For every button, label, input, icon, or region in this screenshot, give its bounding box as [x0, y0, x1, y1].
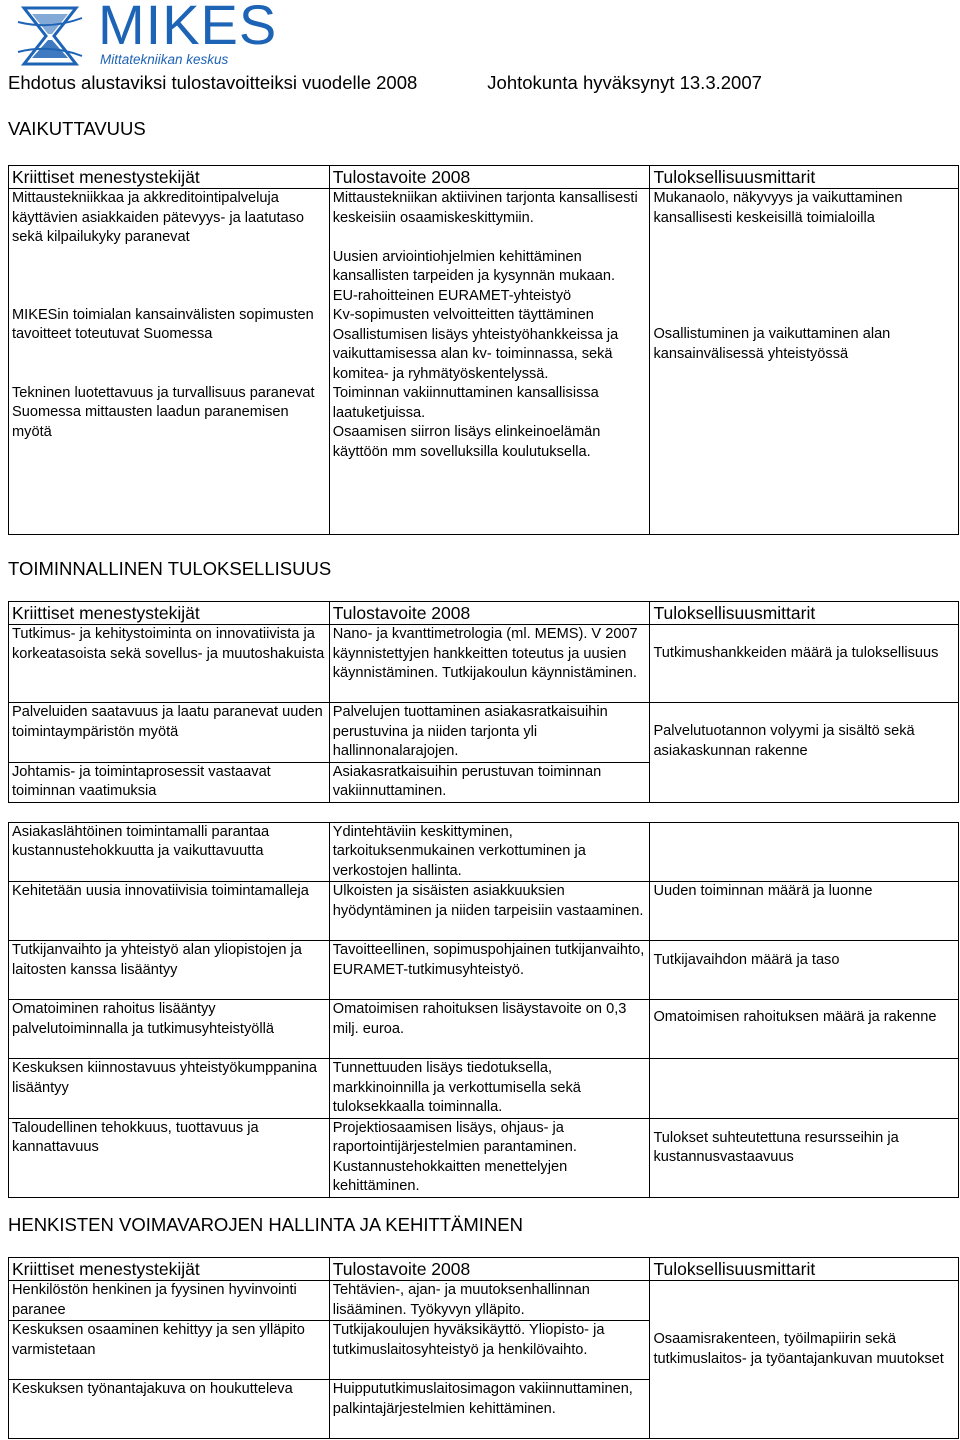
cell-text: Osallistuminen ja vaikuttaminen alan kansainvälisessä yhteistyössä — [653, 326, 891, 362]
table-toiminnallinen — [8, 601, 959, 1198]
table-row — [9, 703, 959, 763]
cell-factors: Taloudellinen tehokkuus, tuottavuus ja kannattavuus — [9, 1118, 330, 1197]
cell-metrics — [650, 1281, 959, 1439]
section-title-vaikuttavuus: VAIKUTTAVUUS — [8, 118, 146, 139]
cell-text: Palvelutuotannon volyymi ja sisältö sekä asiakaskunnan rakenne — [653, 723, 915, 759]
column-header-factors: Kriittiset menestystekijät — [9, 1258, 330, 1281]
table-row — [9, 1118, 959, 1197]
cell-factors: Omatoiminen rahoitus lisääntyy palvelutoiminnalla ja tutkimusyhteistyöllä — [9, 1000, 330, 1059]
cell-targets: Ydintehtäviin keskittyminen, tarkoituksenmukainen verkottuminen ja verkostojen hallinta. — [329, 822, 650, 882]
cell-factors: Tutkijanvaihto ja yhteistyö alan yliopistojen ja laitosten kanssa lisääntyy — [9, 941, 330, 1000]
cell-metrics: Uuden toiminnan määrä ja luonne — [650, 882, 959, 941]
cell-targets — [329, 189, 650, 535]
cell-targets: Tunnettuuden lisäys tiedotuksella, markkinoinnilla ja verkottumisella sekä tuloksekkaalla toiminnalla. — [329, 1059, 650, 1119]
cell-metrics — [650, 941, 959, 1000]
table-header-row — [9, 602, 959, 625]
cell-factors: Tutkimus- ja kehitystoiminta on innovatiivista ja korkeatasoista sekä sovellus- ja muutoshakuista — [9, 625, 330, 703]
cell-targets: Omatoimisen rahoituksen lisäystavoite on 0,3 milj. euroa. — [329, 1000, 650, 1059]
cell-text: Omatoimisen rahoituksen määrä ja rakenne — [653, 1009, 937, 1025]
cell-metrics — [650, 625, 959, 703]
cell-text: MIKESin toimialan kansainvälisten sopimusten tavoitteet toteutuvat Suomessa — [12, 306, 314, 342]
cell-targets: Nano- ja kvanttimetrologia (ml. MEMS). V 2007 käynnistettyjen hankkeitten toteutus ja uusien käynnistäminen. Tutkijakoulun käynnistäminen. — [329, 625, 650, 703]
table-henkiset-voimavarat — [8, 1257, 959, 1439]
cell-factors: Keskuksen työnantajakuva on houkutteleva — [9, 1380, 330, 1439]
cell-targets: Ulkoisten ja sisäisten asiakkuuksien hyödyntäminen ja niiden tarpeisiin vastaaminen. — [329, 882, 650, 941]
cell-targets: Tavoitteellinen, sopimuspohjainen tutkijanvaihto, EURAMET-tutkimusyhteistyö. — [329, 941, 650, 1000]
cell-factors: Kehitetään uusia innovatiivisia toimintamalleja — [9, 882, 330, 941]
cell-targets: Projektiosaamisen lisäys, ohjaus- ja raportointijärjestelmien parantaminen. Kustannustehokkaitten menettelyjen kehittäminen. — [329, 1118, 650, 1197]
logo-subtitle: Mittatekniikan keskus — [100, 52, 229, 67]
column-header-metrics: Tuloksellisuusmittarit — [650, 166, 959, 189]
table-row — [9, 189, 959, 535]
cell-text: Tulokset suhteutettuna resursseihin ja kustannusvastaavuus — [653, 1129, 899, 1165]
mikes-logo — [14, 0, 278, 68]
section-title-toiminnallinen: TOIMINNALLINEN TULOKSELLISUUS — [8, 558, 332, 579]
column-header-targets: Tulostavoite 2008 — [329, 1258, 650, 1281]
cell-text: Tekninen luotettavuus ja turvallisuus paranevat Suomessa mittausten laadun paranemisen myötä — [12, 384, 315, 440]
table-spacer-row — [9, 802, 959, 822]
cell-text: Kv-sopimusten velvoitteitten täyttäminen — [332, 307, 594, 323]
cell-metrics — [650, 703, 959, 803]
table-row — [9, 1059, 959, 1119]
table-row — [9, 1281, 959, 1321]
column-header-factors: Kriittiset menestystekijät — [9, 166, 330, 189]
cell-factors: Asiakaslähtöinen toimintamalli parantaa kustannustehokkuutta ja vaikuttavuutta — [9, 822, 330, 882]
cell-metrics — [650, 189, 959, 535]
column-header-metrics: Tuloksellisuusmittarit — [650, 1258, 959, 1281]
cell-metrics — [650, 1118, 959, 1197]
table-vaikuttavuus — [8, 165, 959, 535]
section-title-henkiset-voimavarat: HENKISTEN VOIMAVAROJEN HALLINTA JA KEHITTÄMINEN — [8, 1214, 524, 1235]
cell-factors: Palveluiden saatavuus ja laatu paranevat uuden toimintaympäristön myötä — [9, 703, 330, 763]
table-row — [9, 1000, 959, 1059]
header-approval: Johtokunta hyväksynyt 13.3.2007 — [487, 72, 762, 93]
cell-text: Mittaustekniikan aktiivinen tarjonta kansallisesti keskeisiin osaamiskeskittymiin. — [332, 190, 638, 226]
cell-factors: Johtamis- ja toimintaprosessit vastaavat toiminnan vaatimuksia — [9, 762, 330, 802]
table-header-row — [9, 166, 959, 189]
cell-factors: Keskuksen kiinnostavuus yhteistyökumppanina lisääntyy — [9, 1059, 330, 1119]
document-header — [8, 72, 762, 94]
logo-wordmark: MIKES — [98, 0, 278, 56]
table-row — [9, 941, 959, 1000]
table-row — [9, 822, 959, 882]
cell-text: Uusien arviointiohjelmien kehittäminen kansallisten tarpeiden ja kysynnän mukaan. — [332, 248, 616, 284]
table-header-row — [9, 1258, 959, 1281]
cell-text: Tutkijavaihdon määrä ja taso — [653, 952, 840, 968]
cell-metrics — [650, 1059, 959, 1119]
cell-text: Tutkimushankkeiden määrä ja tuloksellisuus — [653, 645, 939, 661]
cell-text: Mukanaolo, näkyvyys ja vaikuttaminen kansallisesti keskeisillä toimialoilla — [653, 190, 903, 226]
cell-text: EU-rahoitteinen EURAMET-yhteistyö — [332, 287, 572, 304]
cell-text: Mittaustekniikkaa ja akkreditointipalveluja käyttävien asiakkaiden pätevyys- ja laatutaso sekä kilpailukyky paranevat — [12, 190, 305, 245]
cell-factors — [9, 189, 330, 535]
cell-metrics — [650, 1000, 959, 1059]
cell-text: Osaamisrakenteen, työilmapiirin sekä tutkimuslaitos- ja työantajankuvan muutokset — [653, 1331, 944, 1367]
cell-targets: Huippututkimuslaitosimagon vakiinnuttaminen, palkintajärjestelmien kehittäminen. — [329, 1380, 650, 1439]
cell-factors: Henkilöstön henkinen ja fyysinen hyvinvointi paranee — [9, 1281, 330, 1321]
cell-text: Toiminnan vakiinnuttaminen kansallisissa laatuketjuissa. — [332, 385, 599, 421]
table-row — [9, 625, 959, 703]
column-header-targets: Tulostavoite 2008 — [329, 166, 650, 189]
cell-targets: Asiakasratkaisuihin perustuvan toiminnan vakiinnuttaminen. — [329, 762, 650, 802]
header-title: Ehdotus alustaviksi tulostavoitteiksi vuodelle 2008 — [8, 72, 418, 93]
cell-metrics — [650, 822, 959, 882]
cell-text: Osallistumisen lisäys yhteistyöhankkeissa ja vaikuttamisessa alan kv- toiminnassa, sekä komitea- ja ryhmätyöskentelyssä. — [332, 326, 619, 382]
column-header-targets: Tulostavoite 2008 — [329, 602, 650, 625]
cell-targets: Tutkijakoulujen hyväksikäyttö. Yliopisto- ja tutkimuslaitosyhteistyö ja henkilövaihto. — [329, 1321, 650, 1380]
cell-targets: Palvelujen tuottaminen asiakasratkaisuihin perustuvina ja niiden tarjonta yli hallinnonalarajojen. — [329, 703, 650, 763]
cell-text: Osaamisen siirron lisäys elinkeinoelämän käyttöön mm sovelluksilla koulutuksella. — [332, 424, 601, 460]
cell-factors: Keskuksen osaaminen kehittyy ja sen ylläpito varmistetaan — [9, 1321, 330, 1380]
table-row — [9, 882, 959, 941]
column-header-metrics: Tuloksellisuusmittarit — [650, 602, 959, 625]
column-header-factors: Kriittiset menestystekijät — [9, 602, 330, 625]
hourglass-logo-icon — [14, 4, 86, 68]
cell-targets: Tehtävien-, ajan- ja muutoksenhallinnan lisääminen. Työkyvyn ylläpito. — [329, 1281, 650, 1321]
